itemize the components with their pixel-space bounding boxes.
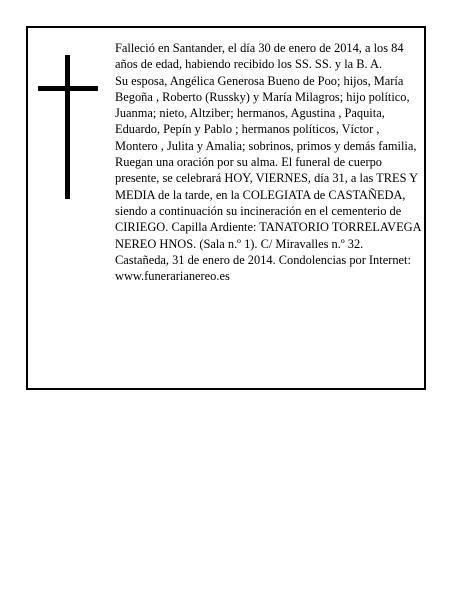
- notice-text: [115, 40, 421, 284]
- cross-vertical-bar: [65, 55, 70, 199]
- family-list: Su esposa, Angélica Generosa Bueno de Poo; hijos, María Begoña , Roberto (Russky) y María Milagros; hijo político, Juanma; nieto, Altziber; hermanos, Agustina , Paquita, Eduardo, Pepín y Pablo ; hermanos políticos, Víctor , Montero , Julita y Amalia; sobrinos, primos y demás familia,: [115, 73, 417, 153]
- closing-line: Castañeda, 31 de enero de 2014. Condolencias por Internet: www.funerarianereo.es: [115, 252, 411, 284]
- funeral-details: Ruegan una oración por su alma. El funeral de cuerpo presente, se celebrará HOY, VIERNES, día 31, a las TRES Y MEDIA de la tarde, en la COLEGIATA de CASTAÑEDA, siendo a continuación su incineración en el cementerio de CIRIEGO. Capilla Ardiente: TANATORIO TORRELAVEGA NEREO HNOS. (Sala n.º 1). C/ Miravalles n.º 32.: [115, 155, 421, 251]
- cross-icon: [38, 55, 98, 199]
- cross-horizontal-bar: [38, 86, 98, 91]
- death-announcement: Falleció en Santander, el día 30 de enero de 2014, a los 84 años de edad, habiendo recibido los SS. SS. y la B. A.: [115, 41, 404, 72]
- obituary-notice: [26, 26, 426, 390]
